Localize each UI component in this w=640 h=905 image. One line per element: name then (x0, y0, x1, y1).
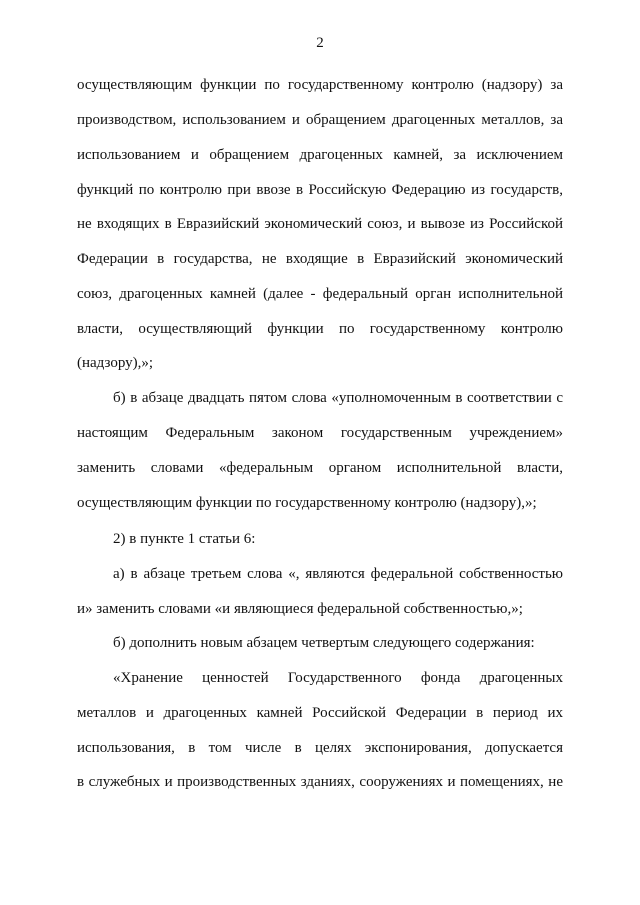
text-line: производством, использованием и обращением драгоценных металлов, за (77, 112, 563, 128)
text-line: союз, драгоценных камней (далее - федеральный орган исполнительной (77, 286, 563, 302)
paragraph-first-line: 2) в пункте 1 статьи 6: (113, 531, 256, 547)
page-number: 2 (316, 35, 324, 51)
text-line: функций по контролю при ввозе в Российскую Федерацию из государств, (77, 182, 563, 198)
text-line: металлов и драгоценных камней Российской Федерации в период их (77, 705, 563, 721)
text-line: осуществляющим функции по государственному контролю (надзору),»; (77, 495, 537, 511)
text-line: использования, в том числе в целях экспонирования, допускается (77, 740, 563, 756)
paragraph-first-line: б) в абзаце двадцать пятом слова «уполномоченным в соответствии с (113, 390, 563, 406)
paragraph-first-line: б) дополнить новым абзацем четвертым следующего содержания: (113, 635, 535, 651)
text-line: (надзору),»; (77, 355, 154, 371)
paragraph-first-line: «Хранение ценностей Государственного фонда драгоценных (113, 670, 563, 686)
text-line: Федерации в государства, не входящие в Евразийский экономический (77, 251, 563, 267)
paragraph-first-line: а) в абзаце третьем слова «, являются федеральной собственностью (113, 566, 563, 582)
text-line: в служебных и производственных зданиях, сооружениях и помещениях, не (77, 774, 563, 790)
text-line: и» заменить словами «и являющиеся федеральной собственностью,»; (77, 601, 523, 617)
text-line: настоящим Федеральным законом государственным учреждением» (77, 425, 563, 441)
text-line: власти, осуществляющий функции по государственному контролю (77, 321, 563, 337)
text-line: заменить словами «федеральным органом исполнительной власти, (77, 460, 563, 476)
text-line: осуществляющим функции по государственному контролю (надзору) за (77, 77, 563, 93)
text-line: использованием и обращением драгоценных камней, за исключением (77, 147, 563, 163)
text-line: не входящих в Евразийский экономический союз, и вывозе из Российской (77, 216, 563, 232)
